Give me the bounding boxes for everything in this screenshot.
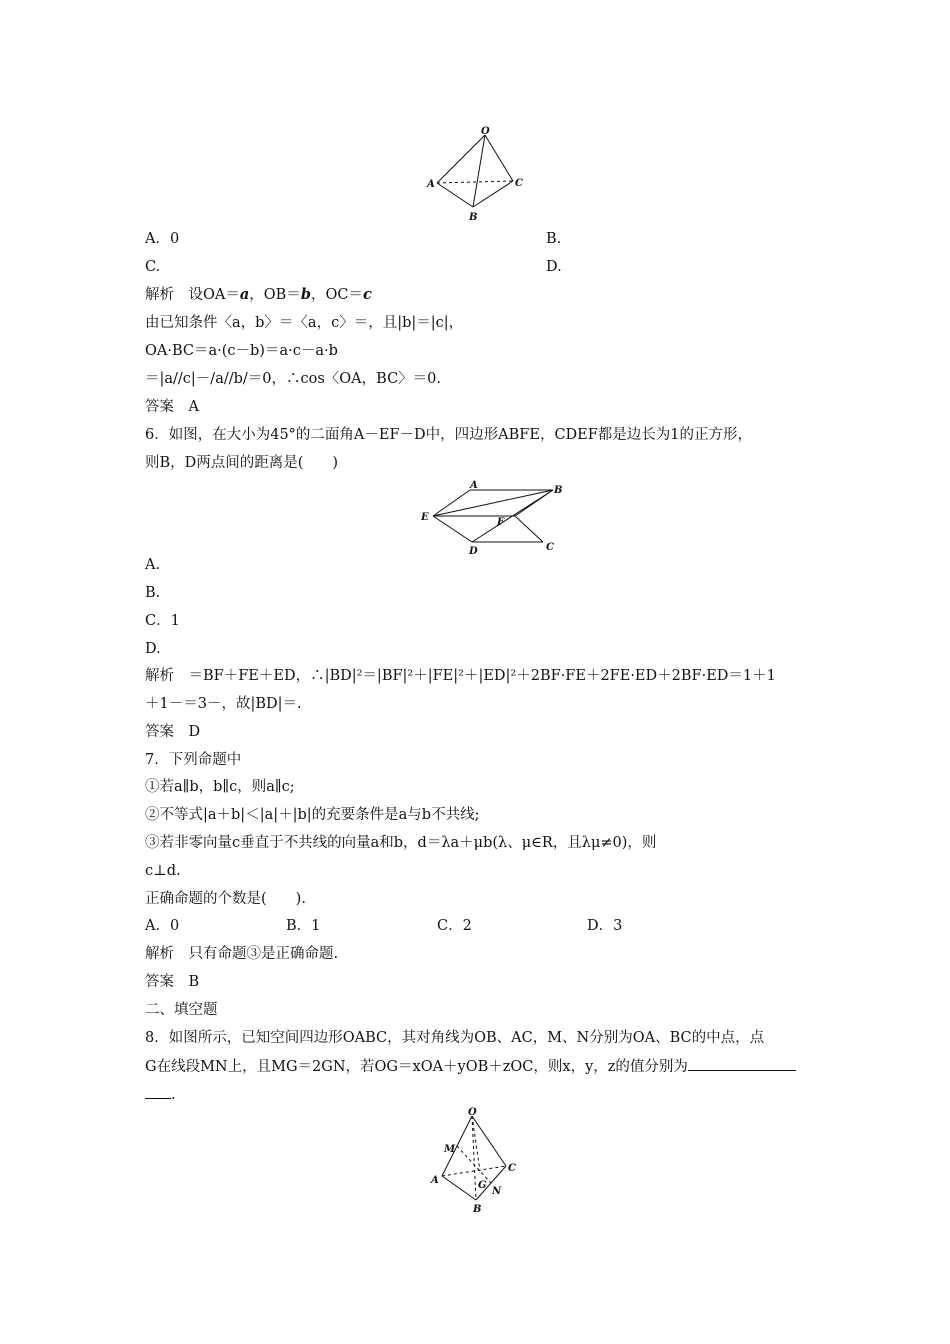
q7-stem: 7．下列命题中 [145, 752, 242, 768]
q6-stem-line1: 6．如图，在大小为45°的二面角A－EF－D中，四边形ABFE，CDEF都是边长为1的正方形， [145, 427, 753, 443]
q6-stem-line2: 则B，D两点间的距离是( ) [145, 455, 339, 471]
label-a: A [470, 480, 478, 491]
label-a: A [427, 179, 435, 190]
label-b: B [473, 1204, 482, 1215]
option-b: B. [546, 231, 562, 247]
q5-analysis-line2: 由已知条件〈a，b〉＝〈a，c〉＝，且|b|＝|c|， [145, 315, 464, 331]
q6-option-b: B. [145, 585, 161, 601]
q5-analysis-line1: 解析 设OA＝a，OB＝b，OC＝c [145, 286, 372, 303]
q5-analysis-line4: ＝|a//c|－/a//b/＝0，∴cos〈OA，BC〉＝0. [145, 371, 442, 387]
q7-option-b: B．1 [286, 918, 321, 934]
label-d: D [469, 546, 478, 557]
q6-analysis-line1: 解析 ＝BF＋FE＋ED，∴|BD|²＝|BF|²＋|FE|²＋|ED|²＋2BF·FE＋2FE·ED＋2BF·ED＝1＋1 [145, 668, 776, 684]
q7-answer: 答案 B [145, 974, 200, 990]
label-n: N [492, 1186, 502, 1197]
label-c: C [515, 178, 523, 189]
label-g: G [478, 1180, 487, 1191]
label-e: E [421, 512, 429, 523]
q5-analysis-line3: OA·BC＝a·(c－b)＝a·c－a·b [145, 343, 338, 359]
q7-proposition-3-line2: c⊥d. [145, 863, 181, 879]
tetrahedron-figure-q5 [425, 125, 535, 225]
q7-option-a: A．0 [145, 918, 180, 934]
option-a: A．0 [145, 231, 180, 247]
q7-question: 正确命题的个数是( ). [145, 891, 306, 907]
q6-analysis-line2: ＋1－＝3－，故|BD|＝. [145, 696, 302, 712]
option-d: D. [546, 259, 562, 275]
label-f: F [497, 517, 505, 528]
label-b: B [469, 212, 478, 223]
q8-stem-line2: G在线段MN上，且MG＝2GN，若OG＝xOA＋yOB＋zOC，则x，y，z的值分别为 [145, 1056, 796, 1077]
dihedral-figure-q6 [415, 478, 575, 560]
tetrahedron-figure-q8 [428, 1106, 538, 1216]
answer-blank-continued [145, 1084, 171, 1099]
label-o: O [481, 126, 490, 137]
answer-blank [688, 1056, 796, 1071]
label-a: A [431, 1175, 439, 1186]
q6-option-a: A. [145, 557, 161, 573]
q6-answer: 答案 D [145, 724, 201, 740]
q6-option-d: D. [145, 641, 161, 657]
option-c: C. [145, 259, 161, 275]
q8-stem-line1: 8．如图所示，已知空间四边形OABC，其对角线为OB、AC，M、N分别为OA、BC的中点，点 [145, 1030, 765, 1046]
q7-proposition-3-line1: ③若非零向量c垂直于不共线的向量a和b，d＝λa＋μb(λ、μ∈R，且λμ≠0)，则 [145, 835, 657, 851]
q8-stem-line3: . [145, 1084, 176, 1105]
label-c: C [508, 1163, 516, 1174]
q7-proposition-1: ①若a∥b，b∥c，则a∥c; [145, 779, 295, 795]
q6-option-c: C．1 [145, 613, 180, 629]
q7-analysis: 解析 只有命题③是正确命题. [145, 946, 339, 962]
q5-answer: 答案 A [145, 399, 199, 415]
q7-option-c: C．2 [437, 918, 472, 934]
label-m: M [444, 1144, 456, 1155]
q7-proposition-2: ②不等式|a＋b|＜|a|＋|b|的充要条件是a与b不共线; [145, 807, 480, 823]
label-b: B [554, 485, 563, 496]
label-o: O [468, 1107, 477, 1118]
section-heading: 二、填空题 [145, 1002, 218, 1018]
q7-option-d: D．3 [587, 918, 623, 934]
label-c: C [546, 542, 554, 553]
